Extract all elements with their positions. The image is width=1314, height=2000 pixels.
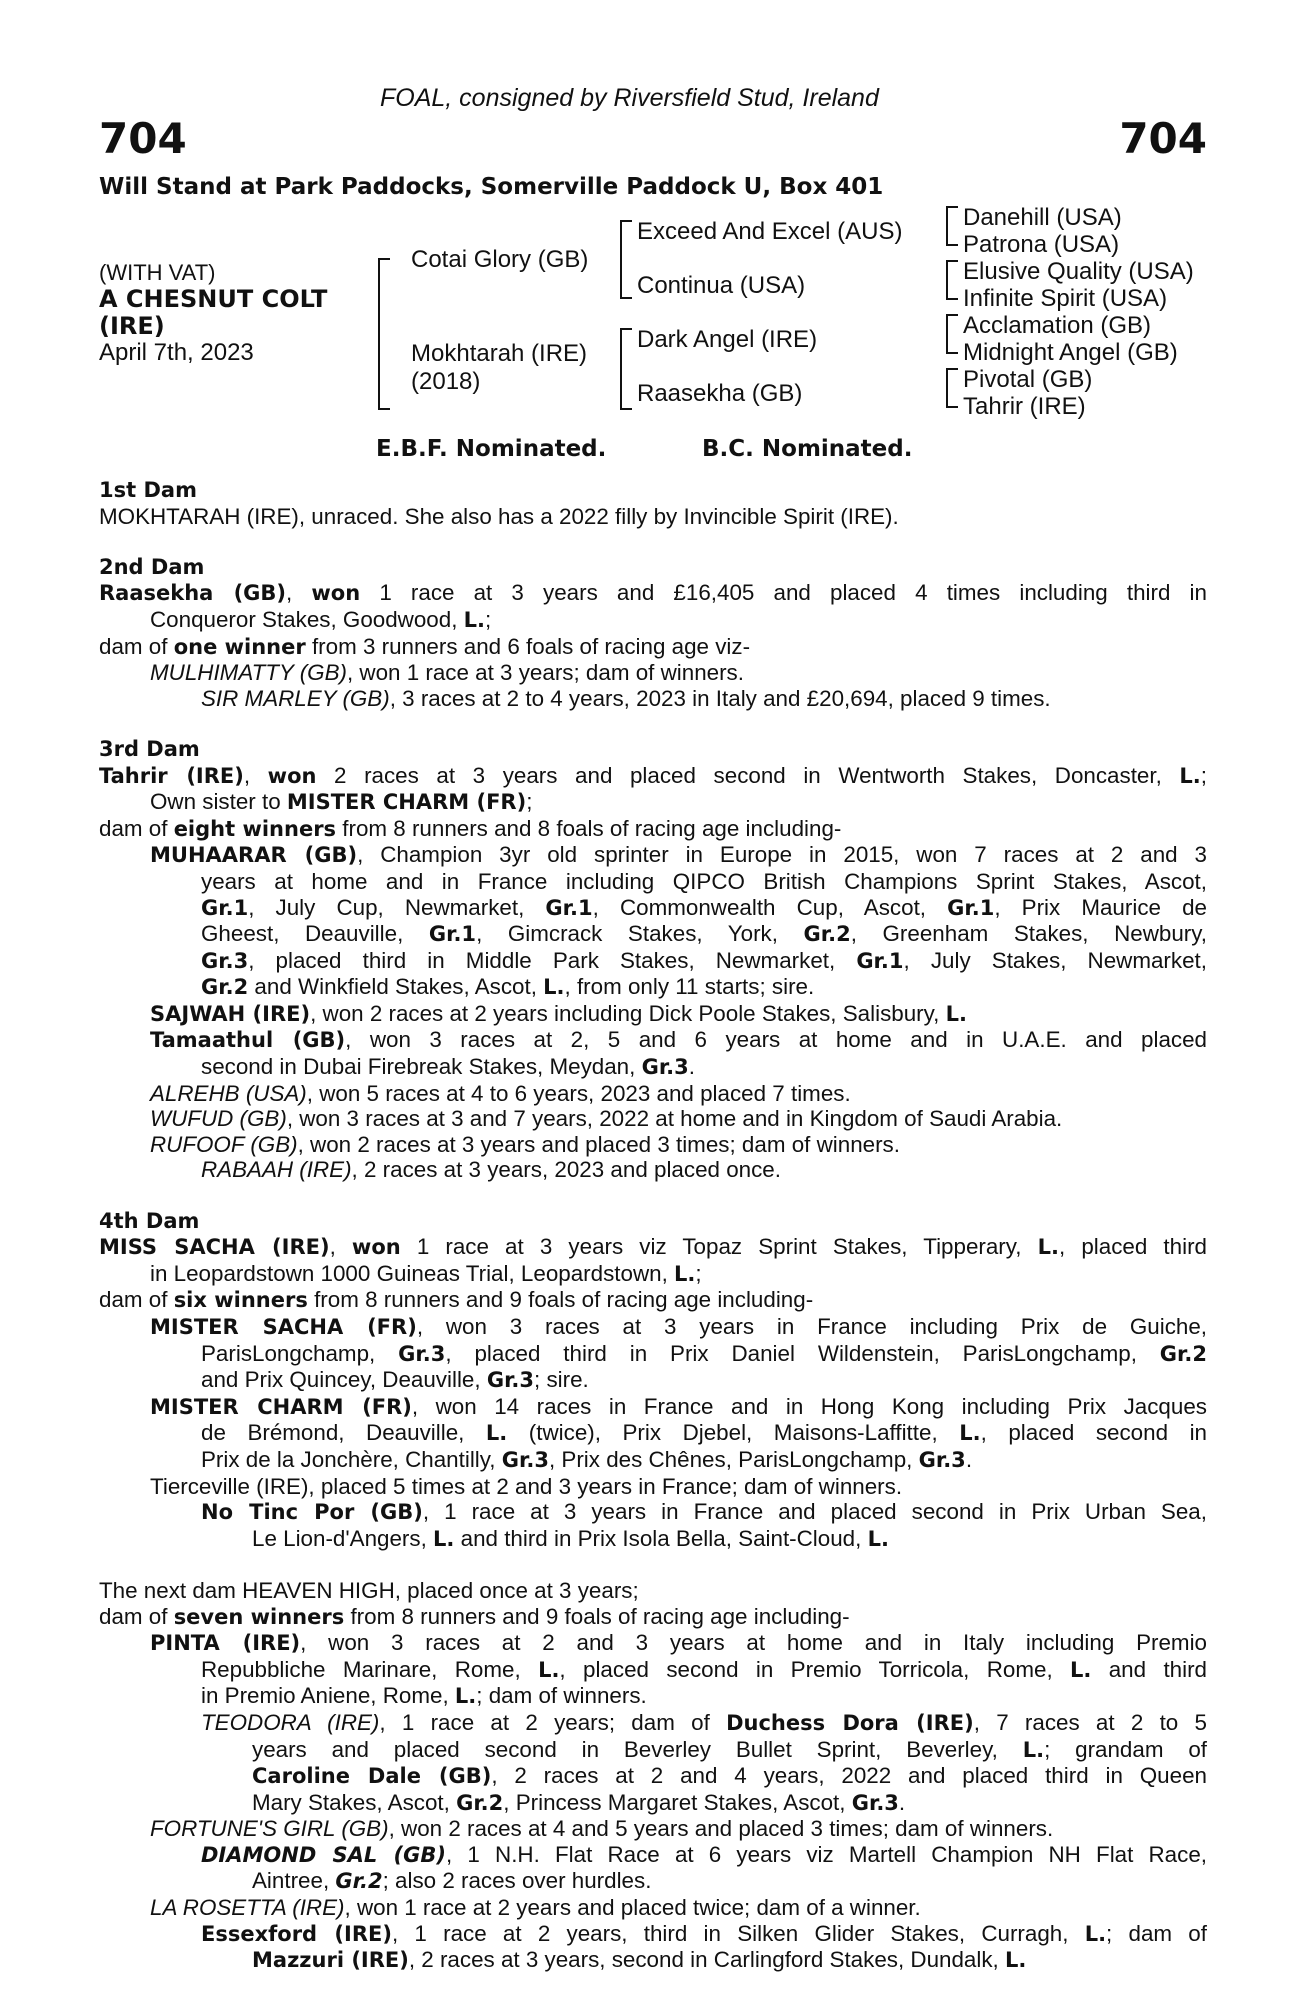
section-heading [99,737,1207,763]
text-segment: , Gimcrack Stakes, York, [476,921,804,947]
text-segment: Aintree, [252,1868,336,1894]
body-line [99,1710,1207,1737]
text-segment: , Champion 3yr old sprinter in Europe in 2015, won 7 races at 2 and 3 [357,842,1208,868]
pedigree-ddd: Tahrir (IRE) [963,393,1086,420]
body-line [99,1868,1207,1895]
stand-location: Will Stand at Park Paddocks, Somerville Paddock U, Box 401 [99,174,884,200]
body-line [99,1499,1207,1526]
body-line [99,1737,1207,1764]
text-segment: , 2 races at 2 and 4 years, 2022 and placed third in Queen [491,1763,1207,1789]
text-segment: WUFUD (GB) [150,1106,287,1132]
text-segment: ALREHB (USA) [150,1080,307,1106]
line-gap [99,711,1207,737]
text-segment: Gr.3 [641,1055,689,1080]
text-segment: 1 race at 3 years and £16,405 and placed 4 times including third in [360,580,1207,606]
body-line [99,1816,1207,1842]
text-segment: Conqueror Stakes, Goodwood, [150,606,464,632]
body-line [99,1420,1207,1447]
text-segment: , 1 race at 3 years in France and placed second in Prix Urban Sea, [422,1499,1207,1525]
text-segment: 2 races at 3 years and placed second in Wentworth Stakes, Doncaster, [316,762,1180,788]
body-line [99,1763,1207,1790]
text-segment: dam of [99,633,174,659]
text-segment: Gr.2 [335,1869,383,1894]
body-line [99,789,1207,816]
body-line [99,948,1207,975]
text-segment: L. [1005,1948,1027,1973]
text-segment: ; also 2 races over hurdles. [382,1868,652,1894]
text-segment: MISS SACHA (IRE) [99,1235,330,1260]
text-segment: L. [543,975,565,1000]
pedigree-sd: Continua (USA) [637,272,806,299]
section-heading [99,555,1207,581]
text-segment: , 2 races at 3 years, second in Carlingford Stakes, Dundalk, [408,1947,1005,1973]
text-segment: MISTER SACHA (FR) [150,1315,417,1339]
body-line [99,1790,1207,1817]
text-segment: Essexford (IRE) [201,1921,392,1946]
text-segment: and Prix Quincey, Deauville, [201,1367,487,1393]
text-segment: ; dam of [1106,1920,1207,1946]
text-segment: years and placed second in Beverley Bullet Sprint, Beverley, [252,1736,1023,1762]
text-segment: 3rd Dam [99,736,200,761]
body-line [99,1341,1207,1368]
text-segment: Gr.1 [947,895,995,920]
body-line [99,1261,1207,1288]
text-segment: , placed third [1059,1234,1207,1260]
body-line [99,869,1207,895]
text-segment: , won 1 race at 3 years; dam of winners. [346,660,744,686]
body-line [99,1842,1207,1869]
body-line [99,504,1207,530]
text-segment: Prix de la Jonchère, Chantilly, [201,1446,502,1472]
body-line [99,1081,1207,1107]
text-segment: Le Lion-d'Angers, [252,1525,434,1551]
pedigree-brace-dam [620,328,632,410]
text-segment: , placed second in Premio Torricola, Rome, [559,1656,1071,1682]
text-segment: in Leopardstown 1000 Guineas Trial, Leopardstown, [150,1260,675,1286]
text-segment: , Princess Margaret Stakes, Ascot, [503,1789,852,1815]
text-segment: Gr.3 [398,1341,446,1366]
text-segment: in Premio Aniene, Rome, [201,1683,455,1709]
text-segment: SIR MARLEY (GB) [201,685,390,711]
text-segment: and third [1091,1656,1207,1682]
text-segment: . [965,1446,973,1472]
text-segment: SAJWAH (IRE) [150,1001,311,1026]
text-segment: L. [1070,1657,1092,1682]
text-segment: Duchess Dora (IRE) [726,1710,974,1735]
catalogue-body [99,478,1207,1974]
bc-nomination: B.C. Nominated. [702,436,913,462]
text-segment: , won 5 races at 4 to 6 years, 2023 and placed 7 times. [306,1080,851,1106]
line-gap [99,1183,1207,1209]
body-line [99,1394,1207,1421]
body-line [99,1657,1207,1684]
text-segment: second in Dubai Firebreak Stakes, Meydan, [201,1054,642,1080]
text-segment: Gr.1 [428,922,477,947]
text-segment: Gr.3 [851,1790,899,1815]
text-segment: , Prix Maurice de [994,894,1207,920]
text-segment: 1st Dam [99,478,197,502]
text-segment: six winners [173,1288,308,1313]
text-segment: ParisLongchamp, [201,1340,399,1366]
body-line [99,660,1207,686]
text-segment: from 8 runners and 8 foals of racing age including- [336,815,842,841]
text-segment: 2nd Dam [99,554,205,579]
text-segment: RABAAH (IRE) [201,1157,352,1183]
text-segment: , won 1 race at 2 years and placed twice; dam of a winner. [344,1895,921,1921]
text-segment: Mazzuri (IRE) [252,1948,409,1973]
text-segment: , placed second in [980,1420,1207,1446]
body-line [99,974,1207,1001]
text-segment: L. [1179,763,1201,788]
text-segment: MISTER CHARM (FR) [286,790,527,815]
text-segment: L. [1022,1737,1045,1762]
text-segment: Gr.3 [486,1368,535,1393]
text-segment: . [688,1054,696,1080]
text-segment: MUHAARAR (GB) [150,843,358,868]
text-segment: , [329,1234,352,1260]
text-segment: , 1 N.H. Flat Race at 6 years viz Martell Champion NH Flat Race, [446,1841,1208,1867]
text-segment: , July Cup, Newmarket, [248,894,546,920]
text-segment: MISTER CHARM (FR) [150,1394,412,1419]
body-line [99,1367,1207,1394]
pedigree-dam: Mokhtarah (IRE) [411,340,588,367]
text-segment: L. [538,1657,560,1682]
text-segment: from 8 runners and 9 foals of racing age including- [307,1287,814,1313]
text-segment: MOKHTARAH (IRE), unraced. She also has a 2022 filly by Invincible Spirit (IRE). [99,503,899,529]
text-segment: Gr.1 [545,895,593,920]
text-segment: ; [1200,762,1207,788]
text-segment: ; grandam of [1044,1736,1207,1762]
body-line [99,686,1207,712]
pedigree-ssd: Patrona (USA) [963,231,1120,258]
text-segment: No Tinc Por (GB) [201,1500,423,1525]
text-segment: Gr.3 [501,1447,549,1472]
body-line [99,1630,1207,1657]
body-line [99,842,1207,869]
text-segment: L. [1084,1921,1107,1946]
text-segment: won [311,581,361,606]
pedigree-dsd: Midnight Angel (GB) [963,339,1178,366]
text-segment: , won 2 races at 4 and 5 years and placed 3 times; dam of winners. [388,1816,1054,1842]
text-segment: dam of [99,1287,174,1313]
text-segment: , won 3 races at 2, 5 and 6 years at home and in U.A.E. and placed [345,1027,1208,1053]
body-line [99,1157,1207,1183]
text-segment: 1 race at 3 years viz Topaz Sprint Stakes, Tipperary, [400,1234,1038,1260]
text-segment: . [898,1789,906,1815]
text-segment: and third in Prix Isola Bella, Saint-Cloud, [454,1525,868,1551]
text-segment: L. [1037,1235,1059,1260]
text-segment: L. [959,1421,981,1446]
body-line [99,763,1207,790]
text-segment: Gr.2 [456,1790,504,1815]
horse-dob: April 7th, 2023 [99,339,254,366]
text-segment: dam of [99,815,174,841]
body-line [99,1027,1207,1054]
text-segment: , won 3 races at 3 and 7 years, 2022 at home and in Kingdom of Saudi Arabia. [286,1106,1063,1132]
section-heading [99,1209,1207,1235]
body-line [99,816,1207,843]
text-segment: Own sister to [150,789,287,815]
body-line [99,1234,1207,1261]
text-segment: FORTUNE'S GIRL (GB) [150,1816,389,1842]
text-segment: L. [463,607,486,632]
pedigree-sss: Danehill (USA) [963,204,1122,231]
body-line [99,1683,1207,1710]
text-segment: Repubbliche Marinare, Rome, [201,1656,539,1682]
text-segment: , [286,580,312,606]
text-segment: and Winkfield Stakes, Ascot, [248,974,544,1000]
text-segment: , placed third in Prix Daniel Wildenstein, ParisLongchamp, [445,1340,1160,1366]
body-line [99,1474,1207,1500]
body-line [99,921,1207,948]
text-segment: Tahrir (IRE) [99,763,244,788]
pedigree-ss: Exceed And Excel (AUS) [637,218,903,245]
pedigree-dd: Raasekha (GB) [637,380,803,407]
text-segment: Gr.2 [201,975,249,1000]
horse-country: (IRE) [99,312,165,340]
pedigree-brace-ds [946,314,958,354]
body-line [99,607,1207,634]
text-segment: years at home and in France including QIPCO British Champions Sprint Stakes, Ascot, [201,868,1207,894]
text-segment: from 8 runners and 9 foals of racing age including- [344,1603,850,1629]
pedigree-ds: Dark Angel (IRE) [637,326,818,353]
text-segment: , Greenham Stakes, Newbury, [850,921,1207,947]
text-segment: , 1 race at 2 years, third in Silken Glider Stakes, Curragh, [391,1920,1085,1946]
body-line [99,1921,1207,1948]
pedigree-brace-main [378,258,390,410]
text-segment: , from only 11 starts; sire. [564,974,815,1000]
text-segment: , July Stakes, Newmarket, [903,947,1207,973]
text-segment: , [243,762,268,788]
pedigree-sdd: Infinite Spirit (USA) [963,285,1168,312]
body-line [99,634,1207,661]
text-segment: de Brémond, Deauville, [201,1420,486,1446]
text-segment: , 7 races at 2 to 5 [973,1709,1207,1735]
text-segment: , won 2 races at 3 years and placed 3 times; dam of winners. [297,1131,900,1157]
section-heading [99,478,1207,504]
text-segment: L. [433,1526,455,1551]
text-segment: Tamaathul (GB) [150,1028,346,1053]
text-segment: L. [945,1001,967,1026]
line-gap [99,1552,1207,1578]
text-segment: ; [526,789,533,815]
text-segment: ; sire. [534,1367,589,1393]
lot-number-right: 704 [1119,114,1207,163]
consignment-line: FOAL, consigned by Riversfield Stud, Ireland [380,84,879,112]
text-segment: won [267,763,317,788]
text-segment: L. [454,1684,477,1709]
body-line [99,1526,1207,1553]
pedigree-brace-dd [946,368,958,408]
pedigree-brace-sire [620,220,632,299]
body-line [99,1947,1207,1974]
text-segment: 4th Dam [99,1208,200,1233]
pedigree-dss: Acclamation (GB) [963,312,1152,339]
body-line [99,1106,1207,1132]
text-segment: , 3 races at 2 to 4 years, 2023 in Italy and £20,694, placed 9 times. [389,685,1051,711]
text-segment: Gr.2 [803,922,851,947]
pedigree-dam-year: (2018) [411,368,481,395]
text-segment: Raasekha (GB) [99,581,287,606]
body-line [99,1132,1207,1158]
vat-label: (WITH VAT) [99,260,216,285]
text-segment: eight winners [173,816,337,841]
text-segment: won [351,1235,401,1260]
text-segment: Gr.1 [201,895,249,920]
body-line [99,1447,1207,1474]
text-segment: Gr.3 [201,948,249,973]
text-segment: ; [695,1260,702,1286]
text-segment: LA ROSETTA (IRE) [150,1895,345,1921]
body-line [99,1001,1207,1028]
text-segment: Gheest, Deauville, [201,921,429,947]
text-segment: Gr.3 [918,1447,966,1472]
text-segment: , 1 race at 2 years; dam of [379,1709,727,1735]
pedigree-sds: Elusive Quality (USA) [963,258,1194,285]
body-line [99,1314,1207,1341]
text-segment: Tierceville (IRE), placed 5 times at 2 and 3 years in France; dam of winners. [150,1473,903,1499]
body-line [99,1287,1207,1314]
text-segment: RUFOOF (GB) [150,1131,298,1157]
body-line [99,1895,1207,1921]
text-segment: , won 14 races in France and in Hong Kong including Prix Jacques [411,1393,1207,1419]
body-line [99,1604,1207,1631]
text-segment: , 2 races at 3 years, 2023 and placed once. [351,1157,781,1183]
text-segment: TEODORA (IRE) [201,1709,380,1735]
text-segment: , Commonwealth Cup, Ascot, [592,894,948,920]
text-segment: PINTA (IRE) [150,1631,301,1656]
text-segment: Caroline Dale (GB) [252,1764,492,1789]
line-gap [99,529,1207,555]
pedigree-brace-ss [946,206,958,246]
pedigree-sire: Cotai Glory (GB) [411,246,589,273]
text-segment: from 3 runners and 6 foals of racing age viz- [305,633,751,659]
pedigree-brace-sd [946,260,958,300]
pedigree-dds: Pivotal (GB) [963,366,1093,393]
ebf-nomination: E.B.F. Nominated. [376,436,607,462]
body-line [99,1054,1207,1081]
text-segment: (twice), Prix Djebel, Maisons-Laffitte, [507,1420,960,1446]
text-segment: Mary Stakes, Ascot, [252,1789,457,1815]
text-segment: DIAMOND SAL (GB) [201,1842,446,1867]
body-line [99,895,1207,922]
text-segment: Gr.1 [856,948,904,973]
horse-name: A CHESNUT COLT [99,285,328,313]
body-line [99,580,1207,607]
text-segment: ; dam of winners. [476,1683,647,1709]
text-segment: , won 3 races at 2 and 3 years at home and in Italy including Premio [300,1630,1208,1656]
lot-number-left: 704 [99,114,187,163]
text-segment: seven winners [173,1604,345,1629]
text-segment: L. [867,1526,889,1551]
text-segment: , won 2 races at 2 years including Dick Poole Stakes, Salisbury, [310,1000,946,1026]
text-segment: L. [674,1261,696,1286]
text-segment: MULHIMATTY (GB) [150,660,347,686]
text-segment: , won 3 races at 3 years in France including Prix de Guiche, [416,1314,1208,1339]
text-segment: one winner [173,634,306,659]
text-segment: ; [485,606,492,632]
text-segment: , placed third in Middle Park Stakes, Newmarket, [248,947,857,973]
text-segment: Gr.2 [1159,1341,1207,1366]
text-segment: , Prix des Chênes, ParisLongchamp, [548,1446,919,1472]
text-segment: L. [485,1421,508,1446]
text-segment: The next dam HEAVEN HIGH, placed once at 3 years; [99,1577,639,1603]
text-segment: dam of [99,1603,174,1629]
body-line [99,1578,1207,1604]
